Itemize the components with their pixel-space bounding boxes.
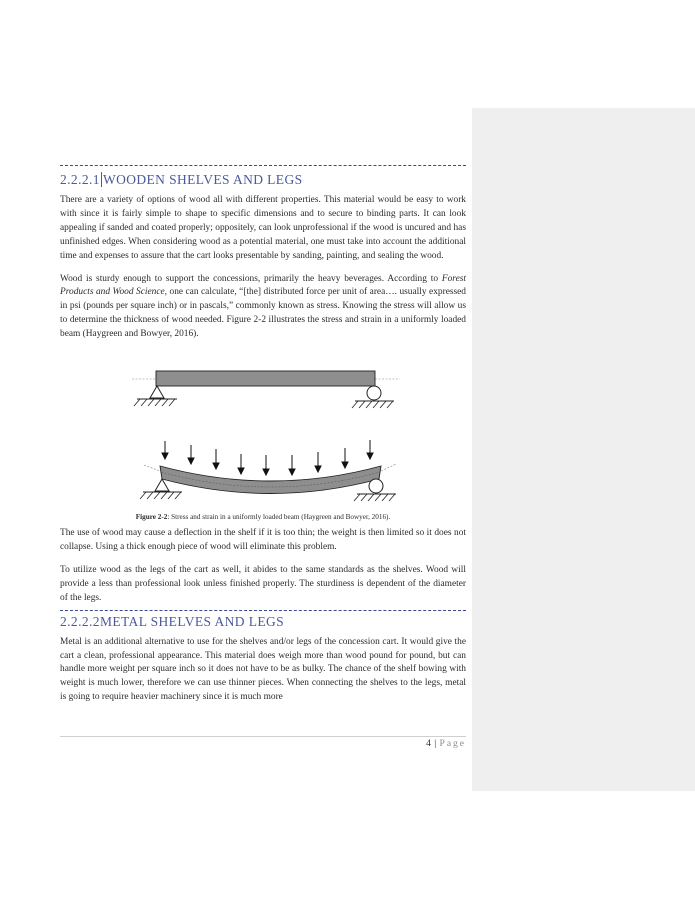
paragraph-wood-options: There are a variety of options of wood all with different properties. This material would be easy to work with since it is fairly simple to shape to specific dimensions and to secure to binding parts. It can look appealing if sanded and coated properly; oppositely, can look unprofessional if the wood is uncured and has unfinished edges. When considering wood as a potential material, one must take into account the additional time and expenses to assure that the cart looks presentable by sanding, painting, and sealing the wood. [60,195,466,261]
section-heading-metal [60,614,466,630]
figure-caption: Figure 2-2: Stress and strain in a uniformly loaded beam (Haygreen and Bowyer, 2016). [135,513,391,522]
section-rule [60,610,466,611]
paragraph-metal: Metal is an additional alternative to use for the shelves and/or legs of the concession cart. It would give the cart a clean, professional appearance. This material does weigh more than wood pound for pound, but can handle more weight per square inch so it does not have to be as bulky. The chance of the shelf bowing with weight is much lower, therefore we can use thinner pieces. When connecting the shelves to the legs, metal is going to require heavier machinery since it is much more [60,636,466,703]
paragraph-wood-sturdy: Wood is sturdy enough to support the concessions, primarily the heavy beverages. According to Forest Products and Wood Science, one can calculate, “[the] distributed force per unit of area…. usually expressed in psi (pounds per square inch) or in pascals,” commonly known as stress. Knowing the stress will allow us to determine the thickness of wood needed. Figure 2-2 illustrates the stress and strain in a uniformly loaded beam (Haygreen and Bowyer, 2016). [60,273,466,340]
paragraph-wood-legs: To utilize wood as the legs of the cart as well, it abides to the same standards as the shelves. Wood will provide a less than professional look unless finished properly. The sturdiness is dependent of the diameter of the legs. [60,564,466,603]
loaded-beam [140,440,396,501]
section-title: WOODEN SHELVES AND LEGS [102,172,303,187]
comment-pane [472,108,695,791]
beam-diagram [60,348,466,513]
beam-figure [60,348,466,523]
section-title: METAL SHELVES AND LEGS [99,613,285,629]
page-number: 4 | Page [426,739,466,749]
section-number: 2.2.2.1 [60,172,100,187]
paragraph-wood-deflection: The use of wood may cause a deflection in the shelf if it is too thin; the weight is then limited so it does not collapse. Using a thick enough piece of wood will eliminate this problem. [60,528,466,552]
unloaded-beam [132,371,400,408]
figure-label: Figure 2-2 [135,513,168,522]
book-title: Forest Products and Wood Science [60,273,466,298]
section-heading-wooden [60,172,466,188]
document-page [60,165,466,705]
section-number: 2.2.2.2 [60,613,100,629]
page-footer [60,736,466,749]
load-arrows [162,440,373,475]
